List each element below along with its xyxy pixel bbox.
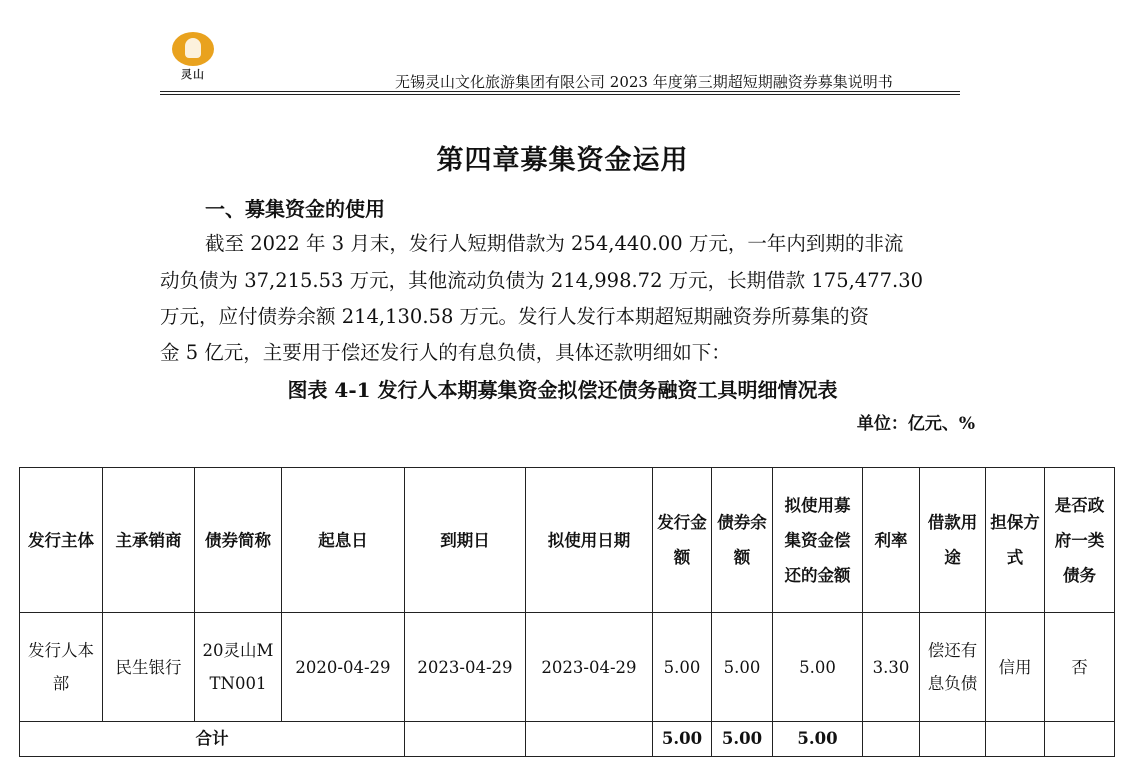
paragraph-line: 动负债为 37,215.53 万元，其他流动负债为 214,998.72 万元，长期借款 175,477.30	[160, 269, 924, 292]
repayment-detail-table	[19, 467, 1115, 757]
table-cell	[1045, 722, 1115, 757]
table-cell: 5.00	[712, 613, 773, 722]
table-cell: 2023-04-29	[526, 613, 653, 722]
total-balance: 5.00	[712, 722, 773, 757]
total-label-cell: 合计	[20, 722, 405, 757]
header-cell: 利率	[863, 468, 920, 613]
table-cell: 否	[1045, 613, 1115, 722]
table-cell: 5.00	[773, 613, 863, 722]
paragraph-line: 截至 2022 年 3 月末，发行人短期借款为 254,440.00 万元，一年内到期的非流	[205, 232, 904, 255]
table-cell: 20灵山MTN001	[195, 613, 282, 722]
logo-text: 灵山	[181, 68, 205, 81]
header-cell: 债券简称	[195, 468, 282, 613]
header-cell: 担保方式	[986, 468, 1045, 613]
table-cell: 发行人本部	[20, 613, 103, 722]
paragraph-line: 万元，应付债券余额 214,130.58 万元。发行人发行本期超短期融资券所募集的资	[160, 305, 870, 328]
logo-figure-icon	[185, 38, 201, 58]
table-cell: 民生银行	[103, 613, 195, 722]
header-cell: 拟使用日期	[526, 468, 653, 613]
header-rule	[160, 91, 960, 92]
table-cell: 5.00	[653, 613, 712, 722]
header-cell: 起息日	[282, 468, 405, 613]
section-title: 一、募集资金的使用	[205, 197, 385, 221]
table-cell	[526, 722, 653, 757]
header-cell: 发行主体	[20, 468, 103, 613]
header-cell: 到期日	[405, 468, 526, 613]
table-cell	[920, 722, 986, 757]
header-cell: 是否政府一类债务	[1045, 468, 1115, 613]
total-issue-amount: 5.00	[653, 722, 712, 757]
header-cell: 拟使用募集资金偿还的金额	[773, 468, 863, 613]
header-cell: 债券余额	[712, 468, 773, 613]
table-cell: 信用	[986, 613, 1045, 722]
table-cell: 3.30	[863, 613, 920, 722]
table-caption: 图表 4-1 发行人本期募集资金拟偿还债务融资工具明细情况表	[287, 378, 838, 402]
table-row	[20, 613, 1115, 722]
company-logo	[166, 32, 220, 90]
table-cell	[405, 722, 526, 757]
table-cell: 偿还有息负债	[920, 613, 986, 722]
table-total-row	[20, 722, 1115, 757]
unit-label: 单位：亿元、%	[856, 414, 975, 434]
table-cell	[986, 722, 1045, 757]
paragraph-line: 金 5 亿元，主要用于偿还发行人的有息负债，具体还款明细如下：	[160, 341, 731, 364]
table-cell: 2020-04-29	[282, 613, 405, 722]
document-header-title: 无锡灵山文化旅游集团有限公司 2023 年度第三期超短期融资券募集说明书	[395, 73, 893, 91]
header-cell: 发行金额	[653, 468, 712, 613]
table-cell	[863, 722, 920, 757]
table-cell: 2023-04-29	[405, 613, 526, 722]
header-rule-thin	[160, 94, 960, 95]
chapter-title: 第四章募集资金运用	[436, 145, 689, 176]
header-cell: 主承销商	[103, 468, 195, 613]
table-header-row	[20, 468, 1115, 613]
total-repay-amount: 5.00	[773, 722, 863, 757]
header-cell: 借款用途	[920, 468, 986, 613]
